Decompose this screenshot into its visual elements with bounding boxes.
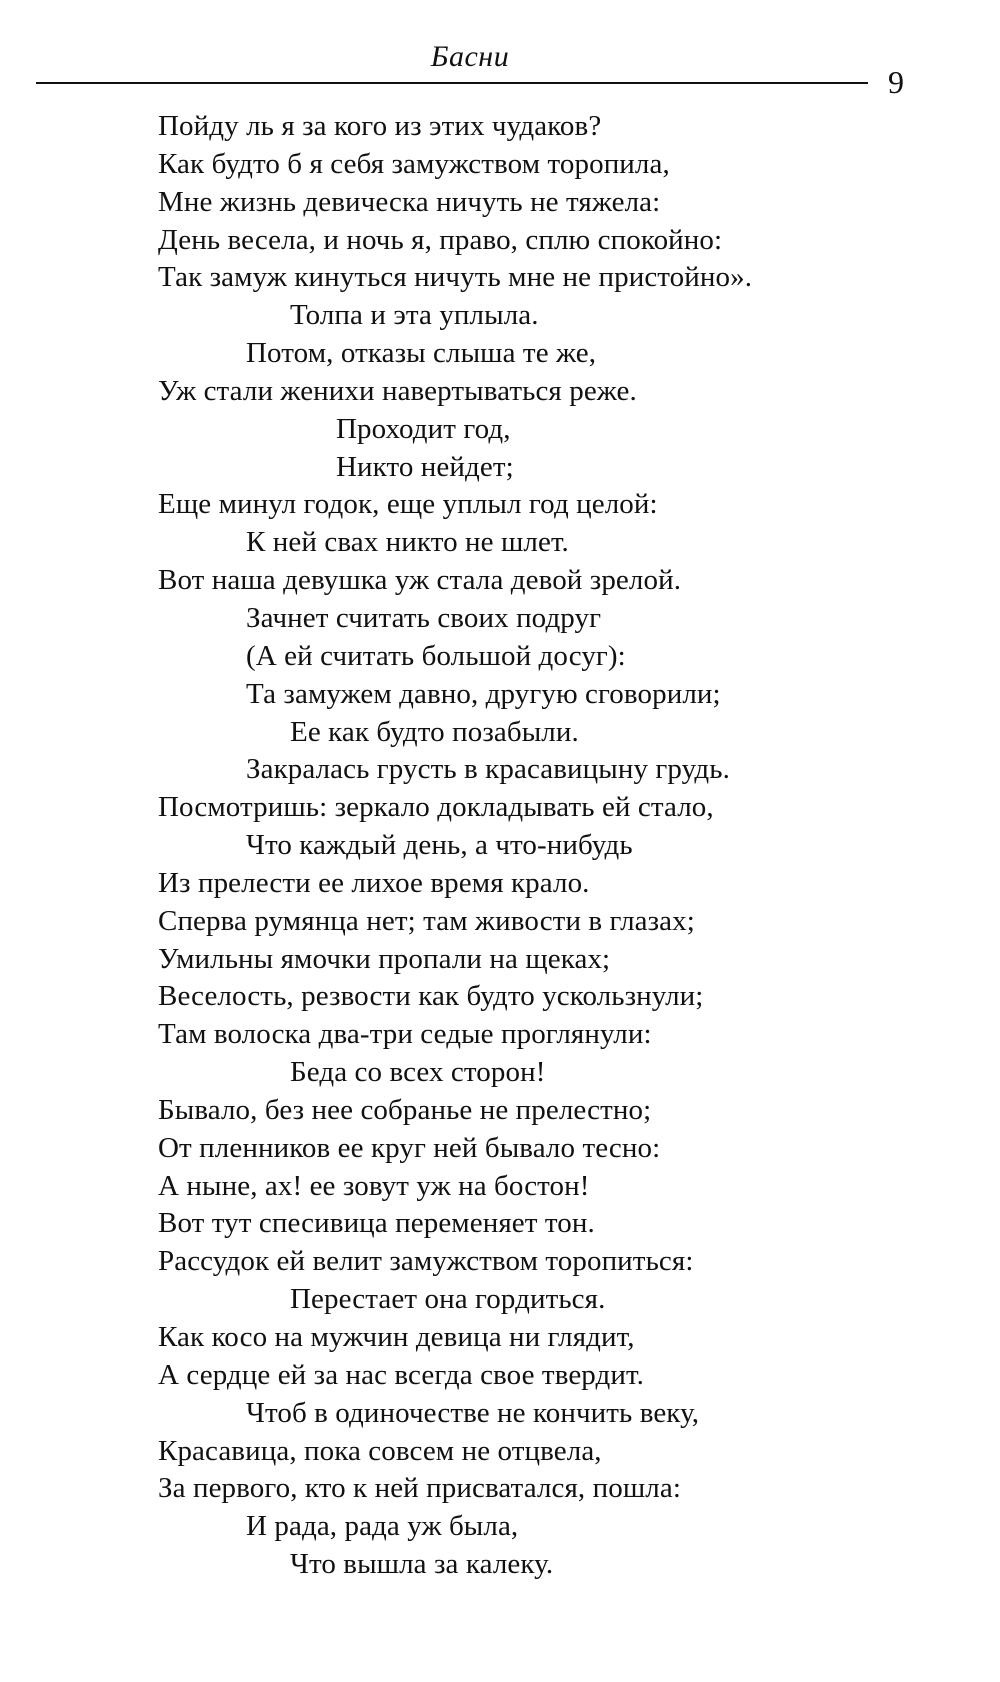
poem-line: Мне жизнь девическа ничуть не тяжела: xyxy=(158,185,661,218)
poem-line: Умильны ямочки пропали на щеках; xyxy=(158,942,611,975)
poem-line: За первого, кто к ней присватался, пошла: xyxy=(158,1472,681,1505)
poem-line: А ныне, ах! ее зовут уж на бостон! xyxy=(158,1169,590,1202)
poem-line: Что каждый день, а что-нибудь xyxy=(246,829,633,862)
poem-line: Пойду ль я за кого из этих чудаков? xyxy=(158,110,602,142)
poem-line: Бывало, без нее собранье не прелестно; xyxy=(158,1093,652,1126)
poem-line: А сердце ей за нас всегда свое твердит. xyxy=(158,1358,644,1391)
poem-line: Никто нейдет; xyxy=(336,450,514,483)
poem-line: Чтоб в одиночестве не кончить веку, xyxy=(246,1396,700,1429)
poem-line: Как косо на мужчин девица ни глядит, xyxy=(158,1321,635,1353)
poem-line: День весела, и ночь я, право, сплю спокойно: xyxy=(158,223,723,256)
poem-line: Вот тут спесивица переменяет тон. xyxy=(158,1207,595,1240)
poem-line: Проходит год, xyxy=(336,412,511,445)
poem-line: Ее как будто позабыли. xyxy=(290,715,579,748)
poem-line: Там волоска два-три седые проглянули: xyxy=(158,1018,652,1051)
poem-line: Сперва румянца нет; там живости в глазах; xyxy=(158,904,695,937)
page-number: 9 xyxy=(888,64,904,100)
poem-line: Посмотришь: зеркало докладывать ей стало, xyxy=(158,791,714,824)
poem-line: Зачнет считать своих подруг xyxy=(246,601,602,634)
running-title: Басни xyxy=(430,40,510,73)
header-rule xyxy=(36,82,868,84)
poem-line: Закралась грусть в красавицыну грудь. xyxy=(246,753,730,786)
page-header xyxy=(0,0,1000,100)
poem-line: (А ей считать большой досуг): xyxy=(246,639,626,672)
poem-line: Беда со всех сторон! xyxy=(290,1056,546,1089)
poem-line: Так замуж кинуться ничуть мне не пристойно». xyxy=(158,261,753,294)
poem-line: Перестает она гордиться. xyxy=(290,1283,606,1316)
poem-line: Та замужем давно, другую сговорили; xyxy=(246,677,721,710)
poem-line: Веселость, резвости как будто ускользнули; xyxy=(158,980,704,1013)
poem-line: Толпа и эта уплыла. xyxy=(290,299,539,332)
poem-line: Как будто б я себя замужством торопила, xyxy=(158,147,670,180)
poem-text xyxy=(158,108,958,1584)
poem-line: И рада, рада уж была, xyxy=(246,1510,519,1543)
poem-line: Что вышла за калеку. xyxy=(290,1548,554,1581)
poem-line: Еще минул годок, еще уплыл год целой: xyxy=(158,488,658,521)
poem-line: Из прелести ее лихое время крало. xyxy=(158,866,590,899)
poem-line: Рассудок ей велит замужством торопиться: xyxy=(158,1245,694,1278)
poem-line: Вот наша девушка уж стала девой зрелой. xyxy=(158,564,682,597)
poem-line: Потом, отказы слыша те же, xyxy=(246,337,597,370)
poem-line: От пленников ее круг ней бывало тесно: xyxy=(158,1131,661,1164)
poem-line: К ней свах никто не шлет. xyxy=(246,526,569,559)
poem-line: Уж стали женихи навертываться реже. xyxy=(158,374,637,407)
poem-line: Красавица, пока совсем не отцвела, xyxy=(158,1434,602,1467)
